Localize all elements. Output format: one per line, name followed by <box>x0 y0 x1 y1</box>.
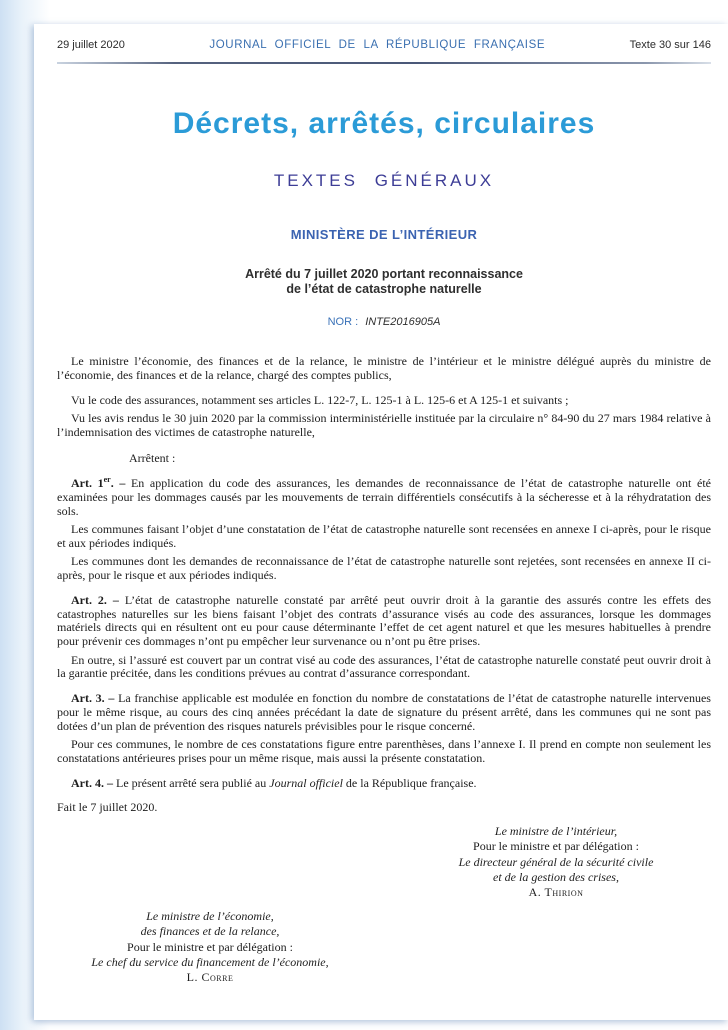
header-divider <box>57 62 711 64</box>
signature-line: et de la gestion des crises, <box>493 869 619 884</box>
signature-line: Pour le ministre et par délégation : <box>127 939 293 954</box>
signature-line: A. Thirion <box>528 885 584 900</box>
body-paragraph <box>57 654 711 682</box>
paragraph-segment: En application du code des assurances, les demandes de reconnaissance de l’état de catastrophe naturelle ont été examinées pour les dommages causés par les mouvements de terrain différentiels consécutifs à la sécheresse et à la réhydratation des sols. <box>57 476 711 518</box>
body-paragraph <box>57 523 711 551</box>
body-paragraph <box>57 355 711 383</box>
body-paragraph <box>57 738 711 766</box>
body-paragraph <box>57 777 711 791</box>
paragraph-segment: Fait le 7 juillet 2020. <box>57 800 158 815</box>
section-title: Décrets, arrêtés, circulaires <box>172 107 596 140</box>
paragraph-segment: . – <box>110 476 131 491</box>
paragraph-segment: La franchise applicable est modulée en fonction du nombre de constatations de l’état de catastrophe naturelle intervenues pour le même risque, au cours des cinq années précédant la date de signature du présent arrêté, dans les communes qui ne sont pas dotées d’un plan de prévention des risques naturels prévisibles pour le risque concerné. <box>57 691 711 733</box>
decree-body <box>57 355 711 815</box>
signature-line: Le chef du service du financement de l’économie, <box>91 954 329 969</box>
paragraph-segment: Journal officiel <box>269 775 343 790</box>
paragraph-segment: Art. 1 <box>71 476 104 491</box>
paragraph-segment: Les communes faisant l’objet d’une constatation de l’état de catastrophe naturelle sont recensées en annexe I ci-après, pour le risque et aux périodes indiqués. <box>57 522 711 550</box>
paragraph-segment: En outre, si l’assuré est couvert par un contrat visé au code des assurances, l’état de catastrophe naturelle constaté peut ouvrir droit à la garantie précitée, dans les conditions prévues au contrat d’assurance correspondant. <box>57 652 711 681</box>
signature-block-interior <box>401 824 711 900</box>
paragraph-segment: er <box>103 475 111 485</box>
body-paragraph <box>57 412 711 440</box>
document-page <box>34 24 728 1020</box>
body-paragraph <box>57 594 711 649</box>
signature-line: Le ministre de l’intérieur, <box>494 824 618 839</box>
signature-block-economy <box>65 909 355 985</box>
paragraph-segment: Art. 3. – <box>71 691 119 706</box>
signature-line: des finances et de la relance, <box>140 924 280 939</box>
journal-title: JOURNAL OFFICIEL DE LA RÉPUBLIQUE FRANÇAISE <box>209 39 546 51</box>
paragraph-segment: Art. 2. – <box>71 592 125 607</box>
paragraph-segment: Le ministre l’économie, des finances et de la relance, le ministre de l’intérieur et le ministre délégué auprès du ministre de l’économie, des finances et de la relance, chargé des comptes publics, <box>57 354 711 382</box>
signature-line: Le ministre de l’économie, <box>146 909 274 924</box>
paragraph-segment: Vu le code des assurances, notamment ses articles L. 122-7, L. 125-1 à L. 125-6 et A 125-1 et suivants ; <box>71 392 569 407</box>
body-paragraph <box>57 477 711 518</box>
journal-header <box>57 24 711 51</box>
paragraph-segment: L’état de catastrophe naturelle constaté par arrêté peut ouvrir droit à la garantie des assurés contre les effets des catastrophes naturelles sur les biens faisant l’objet des contrats d’assurance visés au code des assurances, lorsque les dommages matériels directs qui en résultent ont eu pour cause déterminante l’effet de cet agent naturel et que les mesures habituelles à prendre pour prévenir ces dommages n’ont pu empêcher leur survenance ou n’ont pu être prises. <box>57 592 711 649</box>
paragraph-segment: Vu les avis rendus le 30 juin 2020 par la commission interministérielle instituée par la circulaire n° 84-90 du 27 mars 1984 relative à l’indemnisation des victimes de catastrophe naturelle, <box>57 410 711 439</box>
text-reference: Texte 30 sur 146 <box>629 39 711 51</box>
paragraph-segment: Arrêtent : <box>129 451 176 466</box>
decree-title-line1: Arrêté du 7 juillet 2020 portant reconnaissance <box>245 267 523 281</box>
section-subtitle: TEXTES GÉNÉRAUX <box>273 171 495 190</box>
body-paragraph <box>57 452 711 466</box>
decree-title-line2: de l’état de catastrophe naturelle <box>286 282 482 296</box>
body-paragraph <box>57 801 711 815</box>
publication-date: 29 juillet 2020 <box>57 39 125 51</box>
paragraph-segment: Les communes dont les demandes de reconnaissance de l’état de catastrophe naturelle sont rejetées, sont recensées en annexe II ci-après, pour le risque et aux périodes indiqués. <box>57 554 711 583</box>
nor-value: INTE2016905A <box>365 316 441 328</box>
nor-line <box>57 316 711 328</box>
paragraph-segment: Pour ces communes, le nombre de ces constatations figure entre parenthèses, dans l’annexe I. Il prend en compte non seulement les constatations antérieures prises pour un même risque, mais aussi la présente constatation. <box>57 737 711 765</box>
decree-title <box>57 267 711 297</box>
ministry-title: MINISTÈRE DE L’INTÉRIEUR <box>290 227 478 242</box>
paragraph-segment: Art. 4. – <box>71 775 116 790</box>
body-paragraph <box>57 692 711 733</box>
signature-line: Le directeur général de la sécurité civile <box>458 854 654 869</box>
paragraph-segment: Le présent arrêté sera publié au <box>116 775 270 790</box>
signature-line: Pour le ministre et par délégation : <box>473 839 639 854</box>
body-paragraph <box>57 555 711 583</box>
body-paragraph <box>57 394 711 408</box>
nor-label: NOR : <box>327 316 359 328</box>
signature-line: L. Corre <box>186 970 234 985</box>
paragraph-segment: de la République française. <box>342 775 477 790</box>
